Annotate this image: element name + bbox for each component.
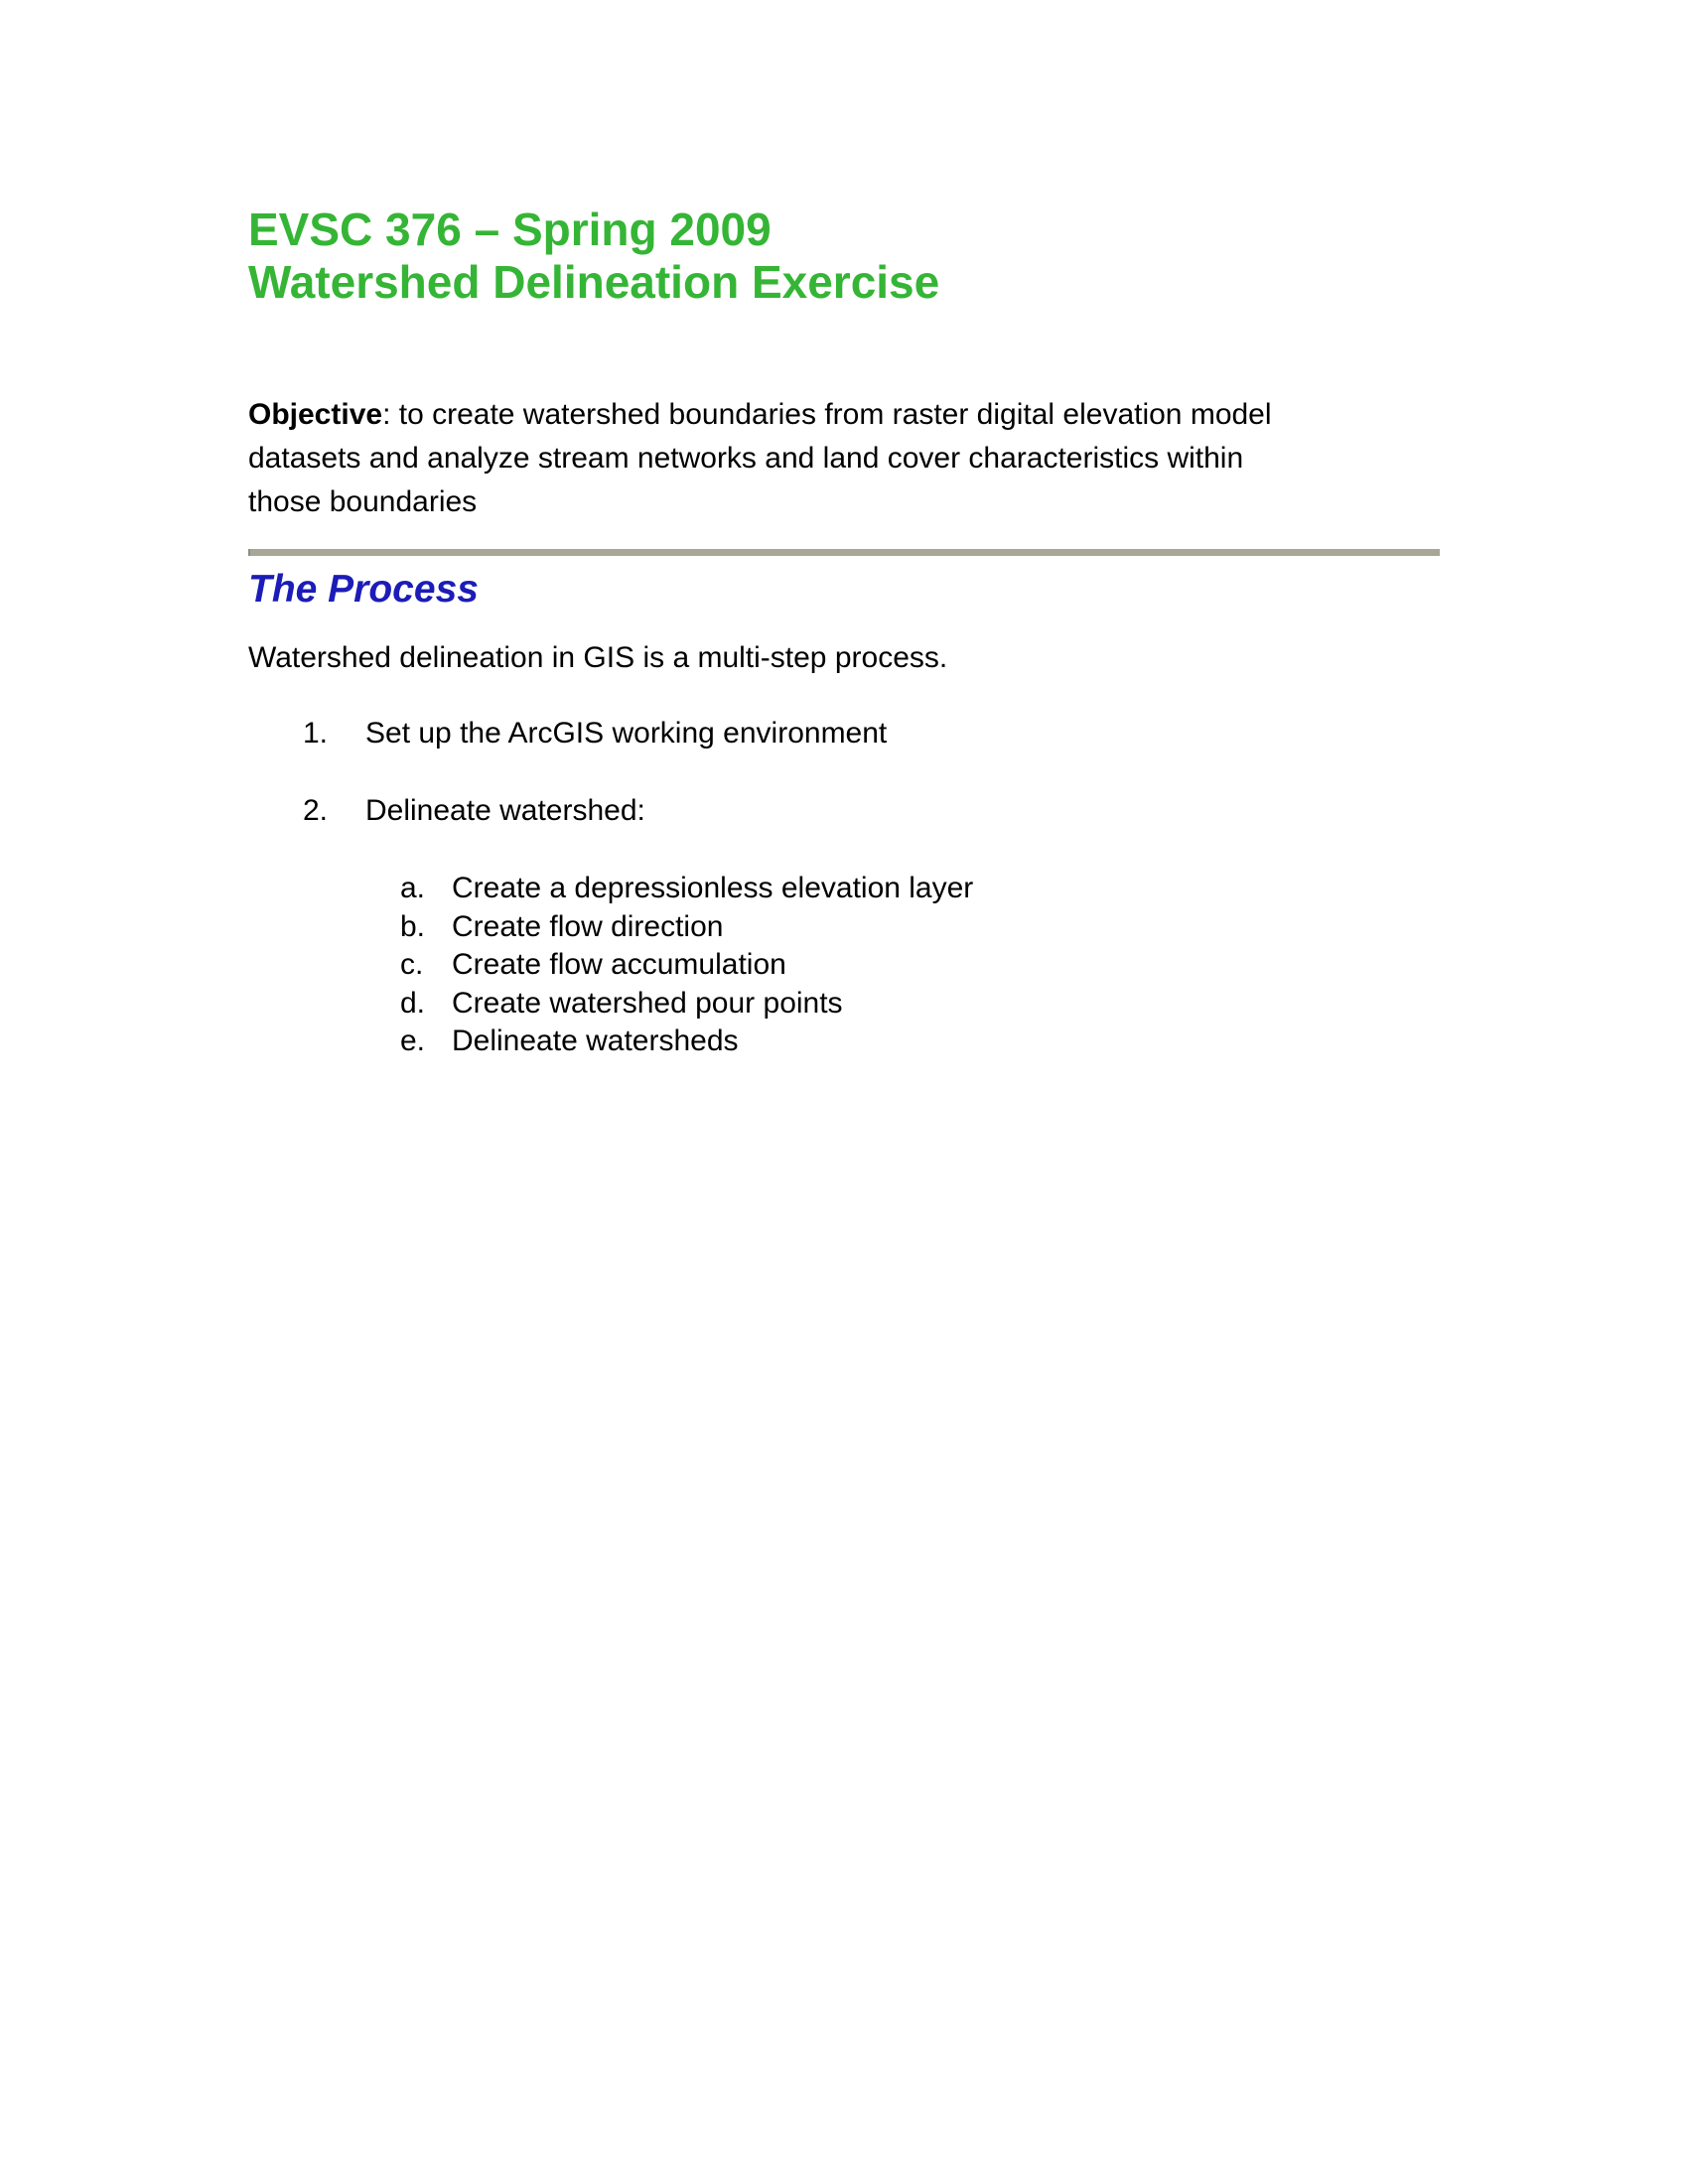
objective-label: Objective bbox=[248, 398, 383, 431]
objective-line-1-rest: : to create watershed boundaries from raster digital elevation model bbox=[382, 398, 1272, 431]
section-heading-the-process: The Process bbox=[248, 568, 479, 611]
intro-paragraph: Watershed delineation in GIS is a multi-step process. bbox=[248, 641, 948, 674]
sub-steps-list bbox=[400, 870, 1440, 1061]
sub-list-item-c bbox=[400, 946, 1440, 985]
list-marker: b. bbox=[400, 909, 426, 943]
list-item-text: Delineate watersheds bbox=[452, 1024, 739, 1057]
list-item-text: Create flow accumulation bbox=[452, 948, 786, 981]
list-marker: 1. bbox=[303, 717, 329, 750]
course-title-line: EVSC 376 – Spring 2009 bbox=[248, 204, 772, 255]
list-marker: 2. bbox=[303, 794, 329, 827]
list-item-text: Delineate watershed: bbox=[365, 794, 645, 827]
list-item-step-1 bbox=[303, 715, 1440, 752]
exercise-title-line: Watershed Delineation Exercise bbox=[248, 256, 940, 308]
list-marker: a. bbox=[400, 872, 426, 904]
main-steps-list bbox=[248, 715, 1440, 830]
list-marker: c. bbox=[400, 948, 424, 981]
section-divider-rule bbox=[248, 549, 1440, 556]
objective-line-2: datasets and analyze stream networks and land cover characteristics within bbox=[248, 442, 1244, 475]
list-item-text: Create a depressionless elevation layer bbox=[452, 872, 974, 904]
list-marker: d. bbox=[400, 986, 426, 1020]
list-item-step-2 bbox=[303, 792, 1440, 830]
sub-list-item-e bbox=[400, 1023, 1440, 1061]
sub-list-item-b bbox=[400, 908, 1440, 947]
list-item-text: Set up the ArcGIS working environment bbox=[365, 717, 888, 750]
list-marker: e. bbox=[400, 1024, 426, 1057]
list-item-text: Create watershed pour points bbox=[452, 986, 843, 1020]
list-item-text: Create flow direction bbox=[452, 909, 724, 943]
sub-list-item-d bbox=[400, 985, 1440, 1024]
objective-line-1 bbox=[248, 393, 1440, 437]
objective-line-3: those boundaries bbox=[248, 485, 478, 518]
objective-paragraph bbox=[248, 393, 1440, 524]
document-title bbox=[248, 204, 1440, 309]
sub-list-item-a bbox=[400, 870, 1440, 908]
